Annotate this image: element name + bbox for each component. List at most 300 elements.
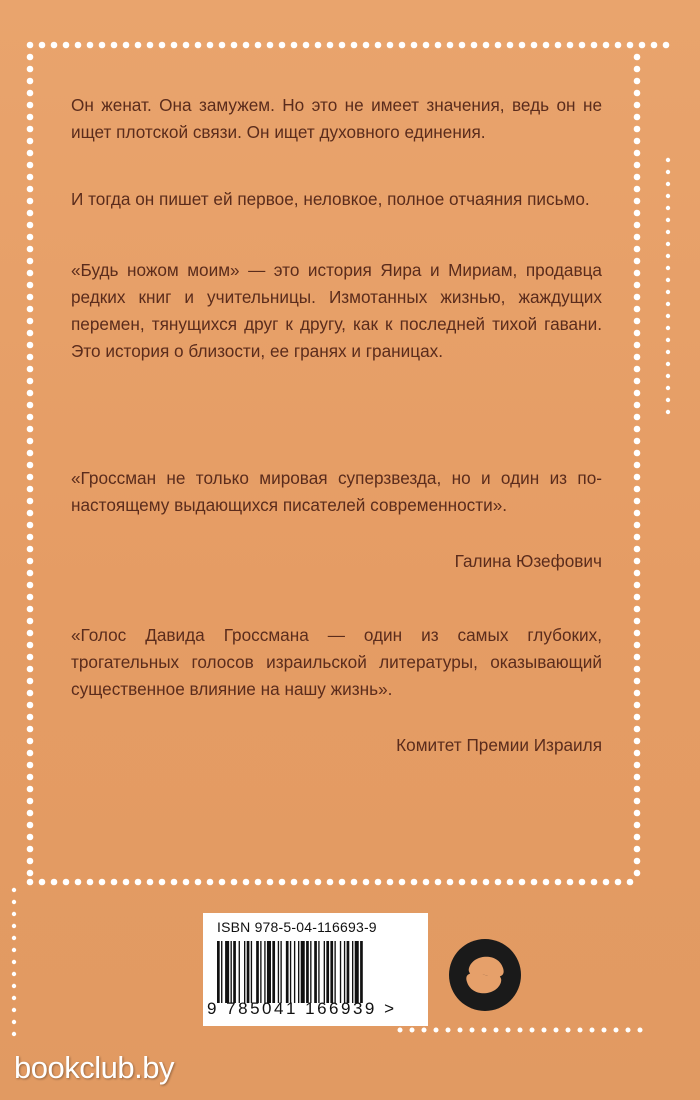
frame-dot — [27, 810, 34, 817]
frame-dot — [666, 242, 670, 246]
frame-dot — [627, 879, 634, 886]
frame-dot — [12, 936, 16, 940]
frame-dot — [303, 42, 310, 49]
frame-dot — [634, 438, 641, 445]
barcode-bar — [290, 941, 291, 1003]
frame-dot — [634, 510, 641, 517]
frame-dot — [634, 282, 641, 289]
frame-dot — [27, 102, 34, 109]
barcode-bar — [344, 941, 345, 1003]
frame-dot — [39, 42, 46, 49]
frame-dot — [446, 1028, 451, 1033]
frame-dot — [507, 42, 514, 49]
frame-dot — [159, 42, 166, 49]
frame-dot — [627, 42, 634, 49]
frame-dot — [579, 42, 586, 49]
frame-dot — [634, 834, 641, 841]
frame-dot — [135, 879, 142, 886]
frame-dot — [27, 678, 34, 685]
barcode-bar — [324, 941, 325, 1003]
frame-dot — [63, 879, 70, 886]
frame-dot — [634, 618, 641, 625]
barcode-bar — [225, 941, 229, 1003]
frame-dot — [666, 302, 670, 306]
frame-dot — [27, 558, 34, 565]
frame-dot — [279, 42, 286, 49]
frame-dot — [507, 879, 514, 886]
frame-dot — [483, 42, 490, 49]
frame-dot — [27, 822, 34, 829]
frame-dot — [634, 426, 641, 433]
frame-dot — [666, 326, 670, 330]
frame-dot — [435, 879, 442, 886]
frame-dot — [27, 198, 34, 205]
barcode-bar — [334, 941, 335, 1003]
barcode-bar — [310, 941, 311, 1003]
frame-dot — [634, 678, 641, 685]
frame-dot — [634, 162, 641, 169]
frame-dot — [27, 570, 34, 577]
frame-dot — [634, 366, 641, 373]
frame-dot — [634, 762, 641, 769]
frame-dot — [27, 654, 34, 661]
frame-dot — [27, 690, 34, 697]
frame-dot — [219, 879, 226, 886]
frame-dot — [12, 972, 16, 976]
frame-dot — [27, 390, 34, 397]
frame-dot — [27, 222, 34, 229]
frame-dot — [666, 362, 670, 366]
barcode-bar — [264, 941, 265, 1003]
barcode-bar — [221, 941, 222, 1003]
frame-dot — [27, 90, 34, 97]
frame-dot — [27, 66, 34, 73]
frame-dot — [666, 254, 670, 258]
frame-dot — [243, 42, 250, 49]
frame-dot — [459, 42, 466, 49]
frame-dot — [27, 486, 34, 493]
frame-dot — [51, 42, 58, 49]
frame-dot — [12, 888, 16, 892]
frame-dot — [567, 879, 574, 886]
frame-dot — [543, 879, 550, 886]
frame-dot — [339, 42, 346, 49]
frame-dot — [615, 879, 622, 886]
frame-dot — [579, 879, 586, 886]
frame-dot — [518, 1028, 523, 1033]
frame-dot — [27, 366, 34, 373]
frame-dot — [27, 438, 34, 445]
frame-dot — [12, 996, 16, 1000]
frame-dot — [27, 162, 34, 169]
frame-dot — [634, 846, 641, 853]
frame-dot — [666, 398, 670, 402]
frame-dot — [375, 42, 382, 49]
eksmo-logo-icon — [440, 930, 530, 1020]
barcode-bar — [286, 941, 289, 1003]
frame-dot — [27, 774, 34, 781]
frame-dot — [27, 174, 34, 181]
frame-dot — [591, 879, 598, 886]
barcode-bar — [314, 941, 317, 1003]
frame-dot — [398, 1028, 403, 1033]
frame-dot — [27, 870, 34, 877]
frame-dot — [634, 690, 641, 697]
frame-dot — [12, 912, 16, 916]
frame-dot — [303, 879, 310, 886]
frame-dot — [634, 306, 641, 313]
frame-dot — [666, 206, 670, 210]
frame-dot — [666, 290, 670, 294]
frame-dot — [27, 786, 34, 793]
description-paragraph-1: Он женат. Она замужем. Но это не имеет значения, ведь он не ищет плотской связи. Он ищет духовного единения. — [71, 95, 602, 142]
frame-dot — [27, 342, 34, 349]
frame-dot — [99, 879, 106, 886]
barcode-bar — [340, 941, 341, 1003]
isbn-barcode-sticker — [203, 913, 428, 1026]
frame-dot — [459, 879, 466, 886]
frame-dot — [634, 198, 641, 205]
frame-dot — [27, 246, 34, 253]
frame-dot — [543, 42, 550, 49]
frame-dot — [27, 834, 34, 841]
frame-dot — [39, 879, 46, 886]
frame-dot — [634, 702, 641, 709]
frame-dot — [634, 738, 641, 745]
frame-dot — [634, 114, 641, 121]
frame-dot — [634, 378, 641, 385]
frame-dot — [27, 546, 34, 553]
frame-dot — [27, 402, 34, 409]
barcode-bar — [298, 941, 299, 1003]
frame-dot — [634, 414, 641, 421]
frame-dot — [626, 1028, 631, 1033]
frame-dot — [387, 42, 394, 49]
frame-dot — [171, 42, 178, 49]
frame-dot — [327, 879, 334, 886]
frame-dot — [634, 222, 641, 229]
frame-dot — [603, 879, 610, 886]
frame-dot — [434, 1028, 439, 1033]
frame-dot — [531, 879, 538, 886]
frame-dot — [590, 1028, 595, 1033]
frame-dot — [27, 54, 34, 61]
barcode-bar — [355, 941, 359, 1003]
frame-dot — [27, 294, 34, 301]
frame-dot — [147, 42, 154, 49]
quote-attribution-2: Комитет Премии Израиля — [396, 735, 602, 755]
frame-dot — [87, 879, 94, 886]
frame-dot — [530, 1028, 535, 1033]
frame-dot — [666, 338, 670, 342]
frame-dot — [471, 42, 478, 49]
frame-dot — [135, 42, 142, 49]
frame-dot — [423, 42, 430, 49]
frame-dot — [634, 606, 641, 613]
barcode-bar — [330, 941, 333, 1003]
barcode-bar — [244, 941, 245, 1003]
barcode-bar — [260, 941, 261, 1003]
frame-dot — [12, 900, 16, 904]
frame-dot — [495, 879, 502, 886]
frame-dot — [591, 42, 598, 49]
frame-dot — [634, 450, 641, 457]
frame-dot — [495, 42, 502, 49]
frame-dot — [634, 402, 641, 409]
barcode-bar — [251, 941, 252, 1003]
barcode-bar — [217, 941, 220, 1003]
frame-dot — [291, 42, 298, 49]
frame-dot — [27, 138, 34, 145]
frame-dot — [291, 879, 298, 886]
frame-dot — [171, 879, 178, 886]
barcode-bar — [231, 941, 232, 1003]
frame-dot — [27, 726, 34, 733]
frame-dot — [12, 1008, 16, 1012]
frame-dot — [27, 879, 34, 886]
frame-dot — [363, 879, 370, 886]
frame-dot — [634, 534, 641, 541]
frame-dot — [651, 42, 658, 49]
frame-dot — [12, 1032, 16, 1036]
frame-dot — [634, 54, 641, 61]
frame-dot — [27, 510, 34, 517]
frame-dot — [634, 270, 641, 277]
frame-dot — [666, 194, 670, 198]
frame-dot — [666, 386, 670, 390]
frame-dot — [12, 1020, 16, 1024]
frame-dot — [183, 879, 190, 886]
frame-dot — [634, 858, 641, 865]
frame-dot — [634, 210, 641, 217]
barcode-bar — [278, 941, 279, 1003]
frame-dot — [27, 258, 34, 265]
frame-dot — [578, 1028, 583, 1033]
frame-dot — [447, 879, 454, 886]
frame-dot — [494, 1028, 499, 1033]
frame-dot — [12, 960, 16, 964]
frame-dot — [634, 774, 641, 781]
frame-dot — [267, 42, 274, 49]
frame-dot — [195, 879, 202, 886]
frame-dot — [147, 879, 154, 886]
frame-dot — [566, 1028, 571, 1033]
frame-dot — [634, 474, 641, 481]
barcode-bar — [280, 941, 281, 1003]
frame-dot — [471, 879, 478, 886]
description-paragraph-2: И тогда он пишет ей первое, неловкое, полное отчаяния письмо. — [71, 189, 590, 209]
frame-dot — [634, 354, 641, 361]
frame-dot — [219, 42, 226, 49]
frame-dot — [603, 42, 610, 49]
frame-dot — [375, 879, 382, 886]
frame-dot — [447, 42, 454, 49]
frame-dot — [27, 426, 34, 433]
frame-dot — [255, 879, 262, 886]
barcode-bar — [294, 941, 295, 1003]
frame-dot — [634, 570, 641, 577]
frame-dot — [315, 42, 322, 49]
frame-dot — [12, 948, 16, 952]
frame-dot — [634, 102, 641, 109]
frame-dot — [27, 318, 34, 325]
frame-dot — [634, 654, 641, 661]
frame-dot — [634, 174, 641, 181]
frame-dot — [615, 42, 622, 49]
frame-dot — [614, 1028, 619, 1033]
frame-dot — [27, 630, 34, 637]
frame-dot — [634, 90, 641, 97]
frame-dot — [123, 42, 130, 49]
frame-dot — [87, 42, 94, 49]
frame-dot — [634, 642, 641, 649]
barcode-bar — [306, 941, 309, 1003]
frame-dot — [363, 42, 370, 49]
frame-dot — [27, 414, 34, 421]
quote-attribution-1: Галина Юзефович — [454, 551, 602, 571]
frame-dot — [27, 666, 34, 673]
frame-dot — [666, 266, 670, 270]
frame-dot — [399, 42, 406, 49]
frame-dot — [634, 462, 641, 469]
frame-dot — [411, 879, 418, 886]
frame-dot — [634, 786, 641, 793]
barcode-bar — [352, 941, 353, 1003]
frame-dot — [638, 1028, 643, 1033]
frame-dot — [267, 879, 274, 886]
frame-dot — [399, 879, 406, 886]
frame-dot — [27, 618, 34, 625]
frame-dot — [27, 78, 34, 85]
frame-dot — [207, 42, 214, 49]
frame-dot — [634, 390, 641, 397]
barcode-bar — [239, 941, 240, 1003]
frame-dot — [27, 282, 34, 289]
barcode-digits: 9 785041 166939 > — [207, 999, 397, 1018]
frame-dot — [27, 126, 34, 133]
frame-dot — [666, 374, 670, 378]
frame-dot — [111, 42, 118, 49]
frame-dot — [458, 1028, 463, 1033]
frame-dot — [634, 714, 641, 721]
frame-dot — [231, 879, 238, 886]
frame-dot — [279, 879, 286, 886]
frame-dot — [663, 42, 670, 49]
frame-dot — [51, 879, 58, 886]
frame-dot — [27, 642, 34, 649]
frame-dot — [27, 846, 34, 853]
barcode-bar — [347, 941, 350, 1003]
frame-dot — [634, 78, 641, 85]
frame-dot — [27, 270, 34, 277]
frame-dot — [470, 1028, 475, 1033]
barcode-bar — [326, 941, 329, 1003]
frame-dot — [27, 498, 34, 505]
review-quote-1: «Гроссман не только мировая суперзвезда, но и один из по-настоящему выдающихся писателей современности». — [71, 468, 602, 515]
barcode-bar — [301, 941, 305, 1003]
frame-dot — [27, 306, 34, 313]
barcode-bar — [318, 941, 319, 1003]
frame-dot — [315, 879, 322, 886]
frame-dot — [634, 822, 641, 829]
frame-dot — [27, 378, 34, 385]
frame-dot — [666, 410, 670, 414]
frame-dot — [634, 870, 641, 877]
frame-dot — [351, 879, 358, 886]
frame-dot — [634, 66, 641, 73]
frame-dot — [634, 126, 641, 133]
frame-dot — [75, 42, 82, 49]
frame-dot — [27, 462, 34, 469]
barcode-bar — [233, 941, 236, 1003]
frame-dot — [634, 234, 641, 241]
frame-dot — [231, 42, 238, 49]
frame-dot — [483, 879, 490, 886]
frame-dot — [27, 762, 34, 769]
frame-dot — [27, 738, 34, 745]
frame-dot — [27, 450, 34, 457]
frame-dot — [634, 630, 641, 637]
frame-dot — [482, 1028, 487, 1033]
frame-dot — [411, 42, 418, 49]
frame-dot — [27, 522, 34, 529]
frame-dot — [339, 879, 346, 886]
frame-dot — [634, 798, 641, 805]
frame-dot — [435, 42, 442, 49]
frame-dot — [183, 42, 190, 49]
frame-dot — [634, 582, 641, 589]
frame-dot — [27, 714, 34, 721]
frame-dot — [207, 879, 214, 886]
frame-dot — [634, 294, 641, 301]
frame-dot — [634, 498, 641, 505]
frame-dot — [634, 318, 641, 325]
frame-dot — [27, 750, 34, 757]
frame-dot — [75, 879, 82, 886]
frame-dot — [506, 1028, 511, 1033]
barcode-bar — [272, 941, 275, 1003]
frame-dot — [423, 879, 430, 886]
frame-dot — [27, 534, 34, 541]
frame-dot — [12, 984, 16, 988]
frame-dot — [634, 342, 641, 349]
frame-dot — [27, 42, 34, 49]
barcode-bar — [256, 941, 259, 1003]
frame-dot — [195, 42, 202, 49]
frame-dot — [27, 594, 34, 601]
frame-dot — [27, 582, 34, 589]
frame-dot — [531, 42, 538, 49]
frame-dot — [27, 474, 34, 481]
frame-dot — [63, 42, 70, 49]
frame-dot — [99, 42, 106, 49]
frame-dot — [27, 186, 34, 193]
frame-dot — [634, 246, 641, 253]
frame-dot — [634, 546, 641, 553]
frame-dot — [666, 278, 670, 282]
frame-dot — [387, 879, 394, 886]
frame-dot — [27, 114, 34, 121]
frame-dot — [634, 810, 641, 817]
frame-dot — [634, 666, 641, 673]
frame-dot — [554, 1028, 559, 1033]
frame-dot — [639, 42, 646, 49]
frame-dot — [243, 879, 250, 886]
review-quote-2: «Голос Давида Гроссмана — один из самых глубоких, трогательных голосов израильской литературы, оказывающий существенное влияние на нашу жизнь». — [71, 625, 602, 699]
frame-dot — [27, 234, 34, 241]
frame-dot — [555, 879, 562, 886]
frame-dot — [634, 522, 641, 529]
